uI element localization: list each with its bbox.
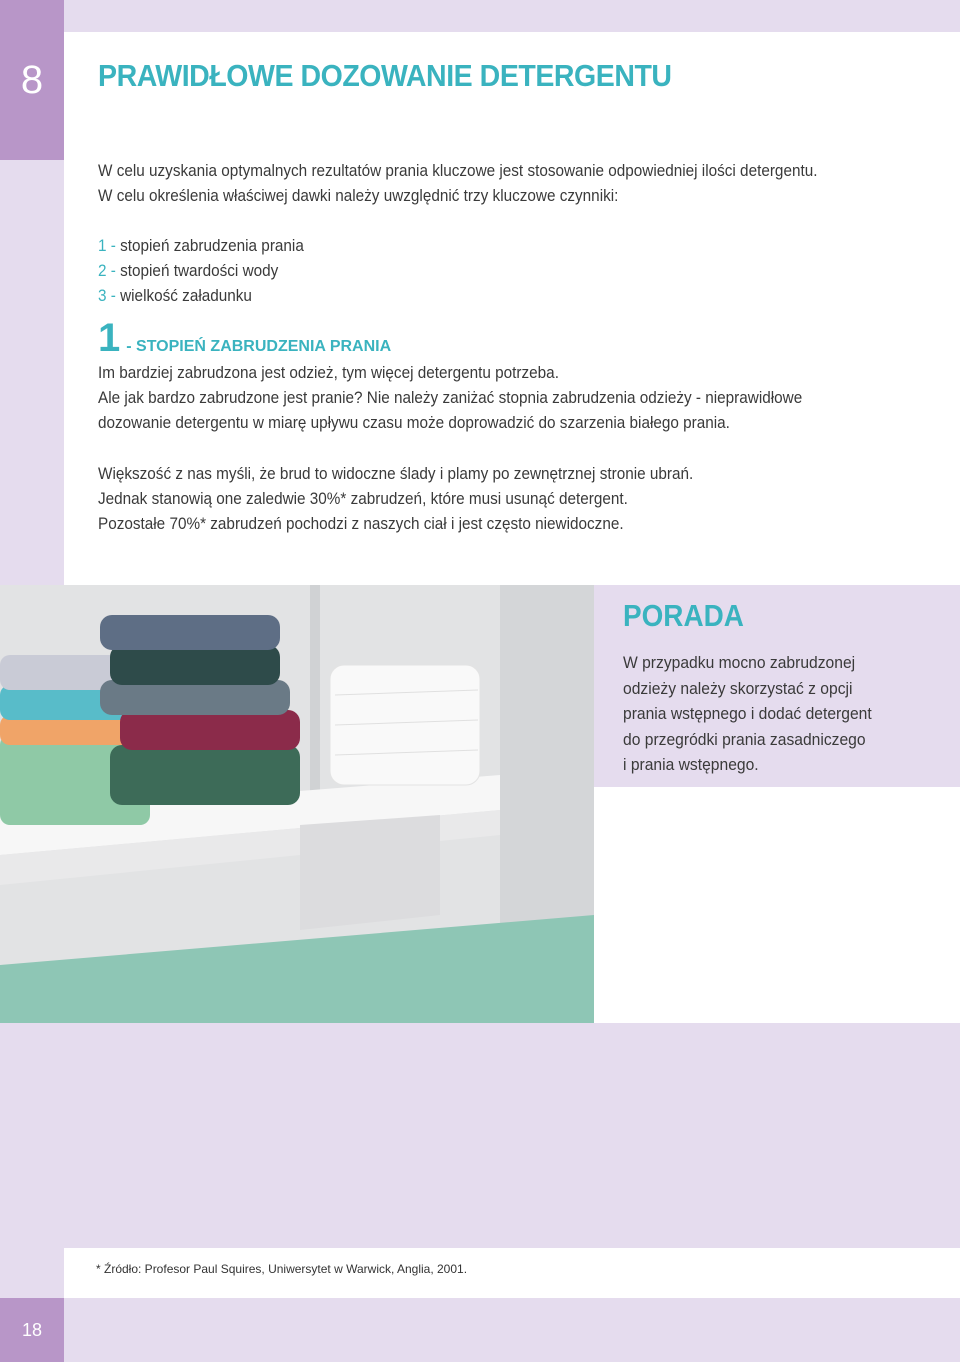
- tip-title: PORADA: [623, 598, 744, 633]
- lower-area: [64, 1023, 960, 1362]
- section-number: 1: [98, 316, 121, 360]
- tip-text: [623, 650, 899, 778]
- tip-line: do przegródki prania zasadniczego: [623, 729, 866, 749]
- factor-text: stopień zabrudzenia prania: [115, 236, 304, 255]
- footnote: * Źródło: Profesor Paul Squires, Uniwersytet w Warwick, Anglia, 2001.: [96, 1262, 468, 1276]
- paragraph2-line-2: Jednak stanowią one zaledwie 30%* zabrudzeń, które musi usunąć detergent.: [98, 489, 628, 508]
- top-band: [64, 0, 960, 32]
- tip-line: W przypadku mocno zabrudzonej: [623, 653, 856, 672]
- chapter-number: 8: [0, 0, 64, 160]
- section-title: - STOPIEŃ ZABRUDZENIA PRANIA: [126, 338, 392, 355]
- laundry-photo: [0, 585, 594, 1023]
- factor-number: 3 -: [98, 286, 116, 305]
- factor-2: [98, 258, 278, 283]
- page-title: PRAWIDŁOWE DOZOWANIE DETERGENTU: [98, 58, 672, 93]
- section-heading: [98, 318, 391, 358]
- factor-text: wielkość załadunku: [115, 286, 252, 305]
- factor-3: [98, 283, 252, 308]
- intro-line-1: W celu uzyskania optymalnych rezultatów prania kluczowe jest stosowanie odpowiedniej ilości detergentu.: [98, 161, 818, 180]
- tip-line: odzieży należy skorzystać z opcji: [623, 678, 853, 698]
- tip-line: prania wstępnego i dodać detergent: [623, 704, 872, 723]
- factor-number: 1 -: [98, 236, 116, 255]
- page-number: 18: [0, 1298, 64, 1362]
- tip-line: i prania wstępnego.: [623, 755, 759, 774]
- paragraph1-line-2: Ale jak bardzo zabrudzone jest pranie? Nie należy zaniżać stopnia zabrudzenia odzieży - nieprawidłowe: [98, 388, 803, 407]
- factor-1: [98, 233, 304, 258]
- paragraph1-line-1: Im bardziej zabrudzona jest odzież, tym więcej detergentu potrzeba.: [98, 363, 559, 382]
- paragraph2-line-1: Większość z nas myśli, że brud to widoczne ślady i plamy po zewnętrznej stronie ubrań.: [98, 464, 694, 483]
- paragraph2-line-3: Pozostałe 70%* zabrudzeń pochodzi z naszych ciał i jest często niewidoczne.: [98, 514, 624, 533]
- factor-text: stopień twardości wody: [115, 261, 279, 280]
- factor-number: 2 -: [98, 261, 116, 280]
- laundry-photo-drawing: [0, 585, 594, 1023]
- intro-line-2: W celu określenia właściwej dawki należy uwzględnić trzy kluczowe czynniki:: [98, 186, 619, 205]
- paragraph1-line-3: dozowanie detergentu w miarę upływu czasu może doprowadzić do szarzenia białego prania.: [98, 413, 730, 432]
